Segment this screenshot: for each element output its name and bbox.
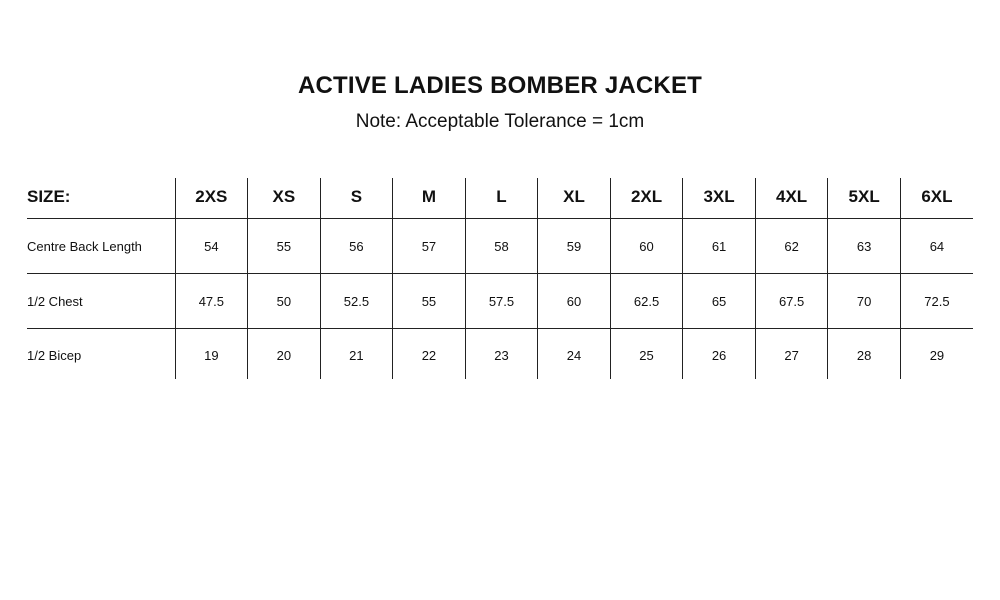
table-cell: 62 — [755, 219, 828, 274]
size-header-2xl: 2XL — [610, 178, 683, 219]
table-cell: 55 — [393, 274, 466, 329]
table-cell: 65 — [683, 274, 756, 329]
table-cell: 70 — [828, 274, 901, 329]
table-cell: 55 — [248, 219, 321, 274]
table-cell: 60 — [538, 274, 611, 329]
header-row — [27, 178, 973, 219]
table-cell: 25 — [610, 329, 683, 380]
size-header-4xl: 4XL — [755, 178, 828, 219]
size-header-s: S — [320, 178, 393, 219]
table-cell: 24 — [538, 329, 611, 380]
size-header-xs: XS — [248, 178, 321, 219]
table-cell: 29 — [900, 329, 973, 380]
tolerance-note: Note: Acceptable Tolerance = 1cm — [355, 111, 645, 132]
table-row-centre-back-length — [27, 219, 973, 274]
table-cell: 20 — [248, 329, 321, 380]
table-cell: 58 — [465, 219, 538, 274]
page-title: ACTIVE LADIES BOMBER JACKET — [297, 72, 703, 99]
table-cell: 50 — [248, 274, 321, 329]
table-cell: 22 — [393, 329, 466, 380]
table-cell: 27 — [755, 329, 828, 380]
table-cell: 52.5 — [320, 274, 393, 329]
size-header-xl: XL — [538, 178, 611, 219]
table-cell: 72.5 — [900, 274, 973, 329]
table-cell: 57 — [393, 219, 466, 274]
table-cell: 62.5 — [610, 274, 683, 329]
table-cell: 57.5 — [465, 274, 538, 329]
row-label: 1/2 Chest — [27, 274, 175, 329]
table-cell: 60 — [610, 219, 683, 274]
row-label: Centre Back Length — [27, 219, 175, 274]
table-cell: 28 — [828, 329, 901, 380]
table-cell: 56 — [320, 219, 393, 274]
table-cell: 19 — [175, 329, 248, 380]
row-label: 1/2 Bicep — [27, 347, 82, 363]
table-row-half-chest — [27, 274, 973, 329]
size-header-3xl: 3XL — [683, 178, 756, 219]
size-header-6xl: 6XL — [900, 178, 973, 219]
table-cell: 54 — [175, 219, 248, 274]
table-cell: 23 — [465, 329, 538, 380]
table-row-half-bicep — [27, 329, 973, 380]
size-header-label: SIZE: — [27, 178, 175, 219]
size-header-l: L — [465, 178, 538, 219]
size-header-m: M — [393, 178, 466, 219]
size-header-5xl: 5XL — [828, 178, 901, 219]
size-header-2xs: 2XS — [175, 178, 248, 219]
table-cell: 64 — [900, 219, 973, 274]
table-cell: 61 — [683, 219, 756, 274]
table-cell: 21 — [320, 329, 393, 380]
table-cell: 59 — [538, 219, 611, 274]
table-cell: 47.5 — [175, 274, 248, 329]
size-chart-table — [27, 178, 973, 379]
table-cell: 26 — [683, 329, 756, 380]
table-cell: 63 — [828, 219, 901, 274]
table-cell: 67.5 — [755, 274, 828, 329]
